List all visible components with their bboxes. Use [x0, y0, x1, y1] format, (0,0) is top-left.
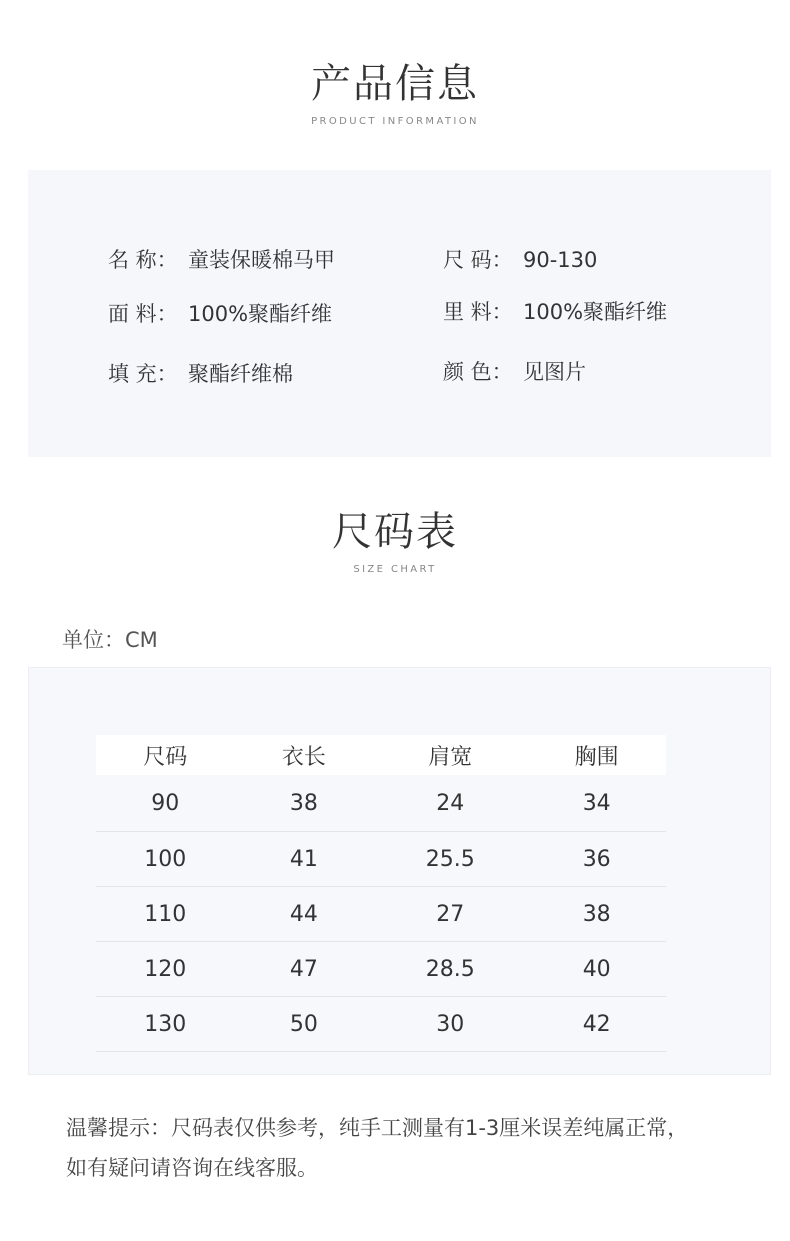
table-cell: 40 [527, 942, 666, 997]
table-cell: 24 [373, 775, 527, 832]
info-name-row [108, 244, 335, 274]
info-color-value: 见图片 [523, 360, 586, 384]
product-info-subtitle: PRODUCT INFORMATION [311, 116, 479, 127]
unit-label: 单位：CM [62, 628, 158, 652]
tip-line-1: 温馨提示：尺码表仅供参考，纯手工测量有1-3厘米误差纯属正常， [66, 1116, 689, 1140]
table-cell: 44 [235, 887, 374, 942]
info-size-value: 90-130 [523, 248, 598, 272]
table-cell: 38 [235, 775, 374, 832]
tip-line-2: 如有疑问请咨询在线客服。 [66, 1156, 318, 1180]
info-fabric-label: 面 料： [108, 302, 178, 326]
table-row [96, 997, 666, 1052]
info-fabric-value: 100%聚酯纤维 [188, 302, 333, 326]
info-filling-label: 填 充： [108, 362, 178, 386]
table-cell: 110 [96, 887, 235, 942]
info-lining-value: 100%聚酯纤维 [523, 300, 668, 324]
table-cell: 34 [527, 775, 666, 832]
table-cell: 47 [235, 942, 374, 997]
table-cell: 30 [373, 997, 527, 1052]
info-color-row [443, 356, 586, 386]
size-chart-title: 尺码表 [332, 509, 458, 555]
table-cell: 130 [96, 997, 235, 1052]
table-cell: 120 [96, 942, 235, 997]
table-cell: 36 [527, 832, 666, 887]
table-cell: 38 [527, 887, 666, 942]
info-name-value: 童装保暖棉马甲 [188, 248, 335, 272]
header-size: 尺码 [96, 735, 235, 775]
info-size-row [443, 244, 597, 274]
size-table [96, 735, 666, 1052]
info-lining-row [443, 296, 667, 326]
table-row [96, 942, 666, 997]
info-size-label: 尺 码： [443, 248, 513, 272]
info-filling-value: 聚酯纤维棉 [188, 362, 293, 386]
header-chest: 胸围 [527, 735, 666, 775]
info-fabric-row [108, 298, 332, 328]
table-row [96, 775, 666, 832]
size-chart-subtitle: SIZE CHART [353, 564, 437, 575]
info-color-label: 颜 色： [443, 360, 513, 384]
header-length: 衣长 [235, 735, 374, 775]
table-cell: 41 [235, 832, 374, 887]
info-filling-row [108, 358, 293, 388]
product-info-title: 产品信息 [311, 61, 479, 107]
info-name-label: 名 称： [108, 248, 178, 272]
table-cell: 90 [96, 775, 235, 832]
size-table-header-row [96, 735, 666, 775]
table-cell: 100 [96, 832, 235, 887]
header-shoulder: 肩宽 [373, 735, 527, 775]
table-cell: 25.5 [373, 832, 527, 887]
table-row [96, 832, 666, 887]
table-cell: 28.5 [373, 942, 527, 997]
info-lining-label: 里 料： [443, 300, 513, 324]
table-cell: 27 [373, 887, 527, 942]
table-cell: 42 [527, 997, 666, 1052]
table-cell: 50 [235, 997, 374, 1052]
table-row [96, 887, 666, 942]
